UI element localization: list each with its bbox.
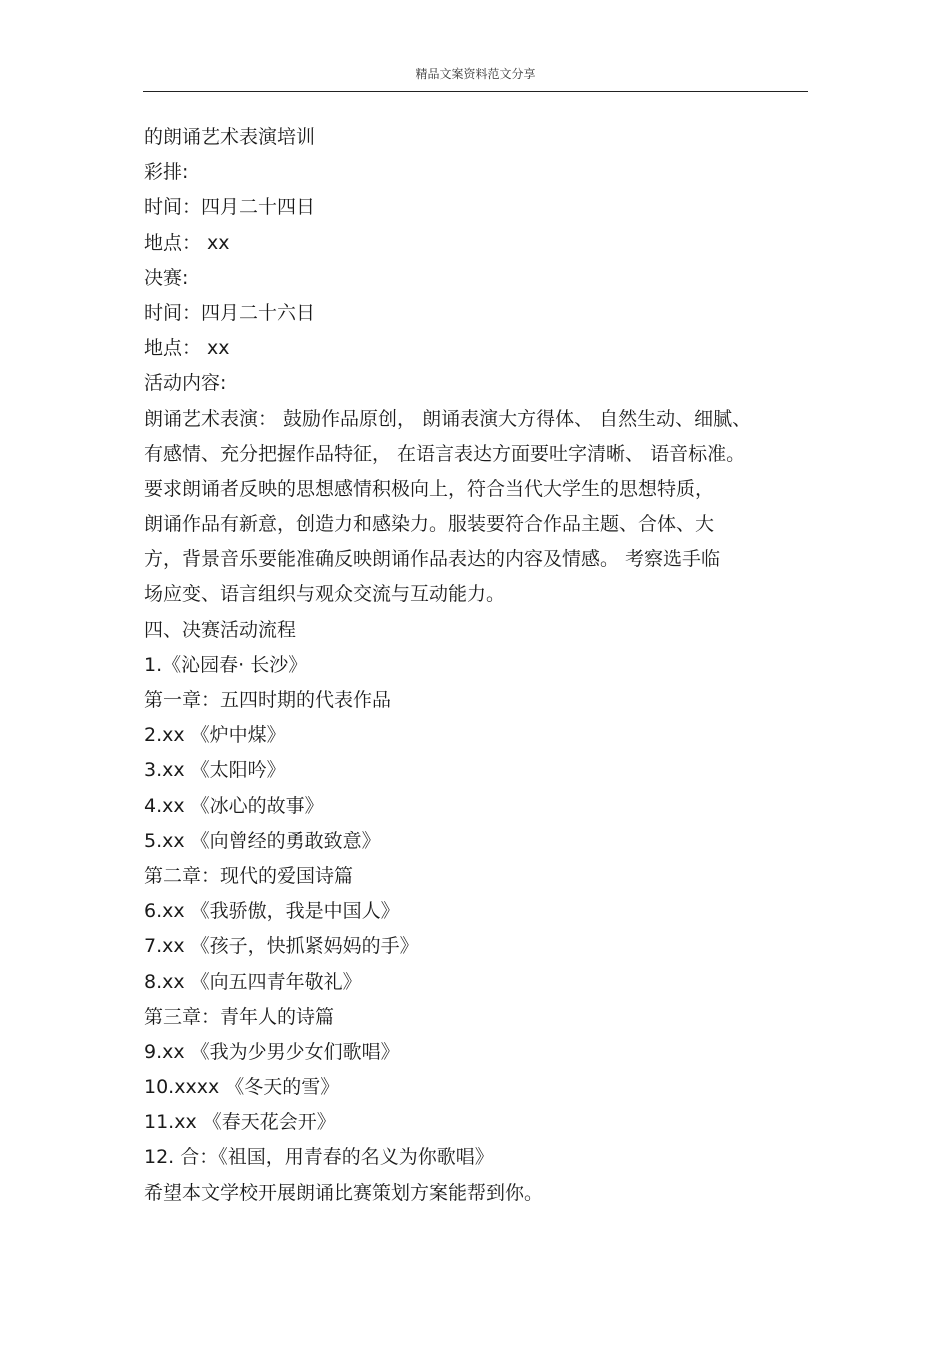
text-line: 活动内容: <box>144 372 227 395</box>
program-item: 11.xx 《春天花会开》 <box>144 1111 336 1134</box>
closing-line: 希望本文学校开展朗诵比赛策划方案能帮到你。 <box>144 1181 544 1204</box>
program-item: 4.xx 《冰心的故事》 <box>144 794 324 817</box>
text-line: 时间：四月二十六日 <box>144 301 316 324</box>
program-item: 10.xxxx 《冬天的雪》 <box>144 1076 340 1099</box>
text-line: 决赛: <box>144 266 189 289</box>
text-line: 时间：四月二十四日 <box>144 196 316 219</box>
program-item: 6.xx 《我骄傲，我是中国人》 <box>144 900 400 923</box>
chapter-heading: 第一章：五四时期的代表作品 <box>144 689 392 711</box>
program-item: 8.xx 《向五四青年敬礼》 <box>144 970 362 993</box>
section-heading: 四、决赛活动流程 <box>144 618 297 641</box>
chapter-heading: 第二章：现代的爱国诗篇 <box>144 864 354 887</box>
program-item: 12. 合：《祖国，用青春的名义为你歌唱》 <box>144 1146 494 1169</box>
text-line: 朗诵艺术表演： 鼓励作品原创， 朗诵表演大方得体、 自然生动、细腻、 <box>144 407 752 430</box>
text-line: 的朗诵艺术表演培训 <box>144 126 316 148</box>
text-line: 朗诵作品有新意，创造力和感染力。服装要符合作品主题、合体、大 <box>144 513 715 536</box>
chapter-heading: 第三章：青年人的诗篇 <box>144 1005 335 1028</box>
text-line: 要求朗诵者反映的思想感情积极向上，符合当代大学生的思想特质， <box>144 477 715 500</box>
header-divider <box>143 91 808 92</box>
program-item: 7.xx 《孩子，快抓紧妈妈的手》 <box>144 935 419 958</box>
text-line: 方，背景音乐要能准确反映朗诵作品表达的内容及情感。 考察选手临 <box>144 548 721 571</box>
text-line: 有感情、充分把握作品特征， 在语言表达方面要吐字清晰、 语音标准。 <box>144 442 746 465</box>
page-header: 精品文案资料范文分享 <box>415 67 536 81</box>
text-line: 地点： xx <box>144 231 230 254</box>
text-line: 场应变、语言组织与观众交流与互动能力。 <box>144 583 506 606</box>
program-item: 3.xx 《太阳吟》 <box>144 759 286 782</box>
program-item: 2.xx 《炉中煤》 <box>144 724 286 747</box>
document-body <box>144 120 814 1211</box>
text-line: 地点： xx <box>144 337 230 360</box>
text-line: 彩排: <box>144 161 189 184</box>
program-item: 5.xx 《向曾经的勇敢致意》 <box>144 829 381 852</box>
program-item: 1.《沁园春· 长沙》 <box>144 653 308 676</box>
program-item: 9.xx 《我为少男少女们歌唱》 <box>144 1040 400 1063</box>
